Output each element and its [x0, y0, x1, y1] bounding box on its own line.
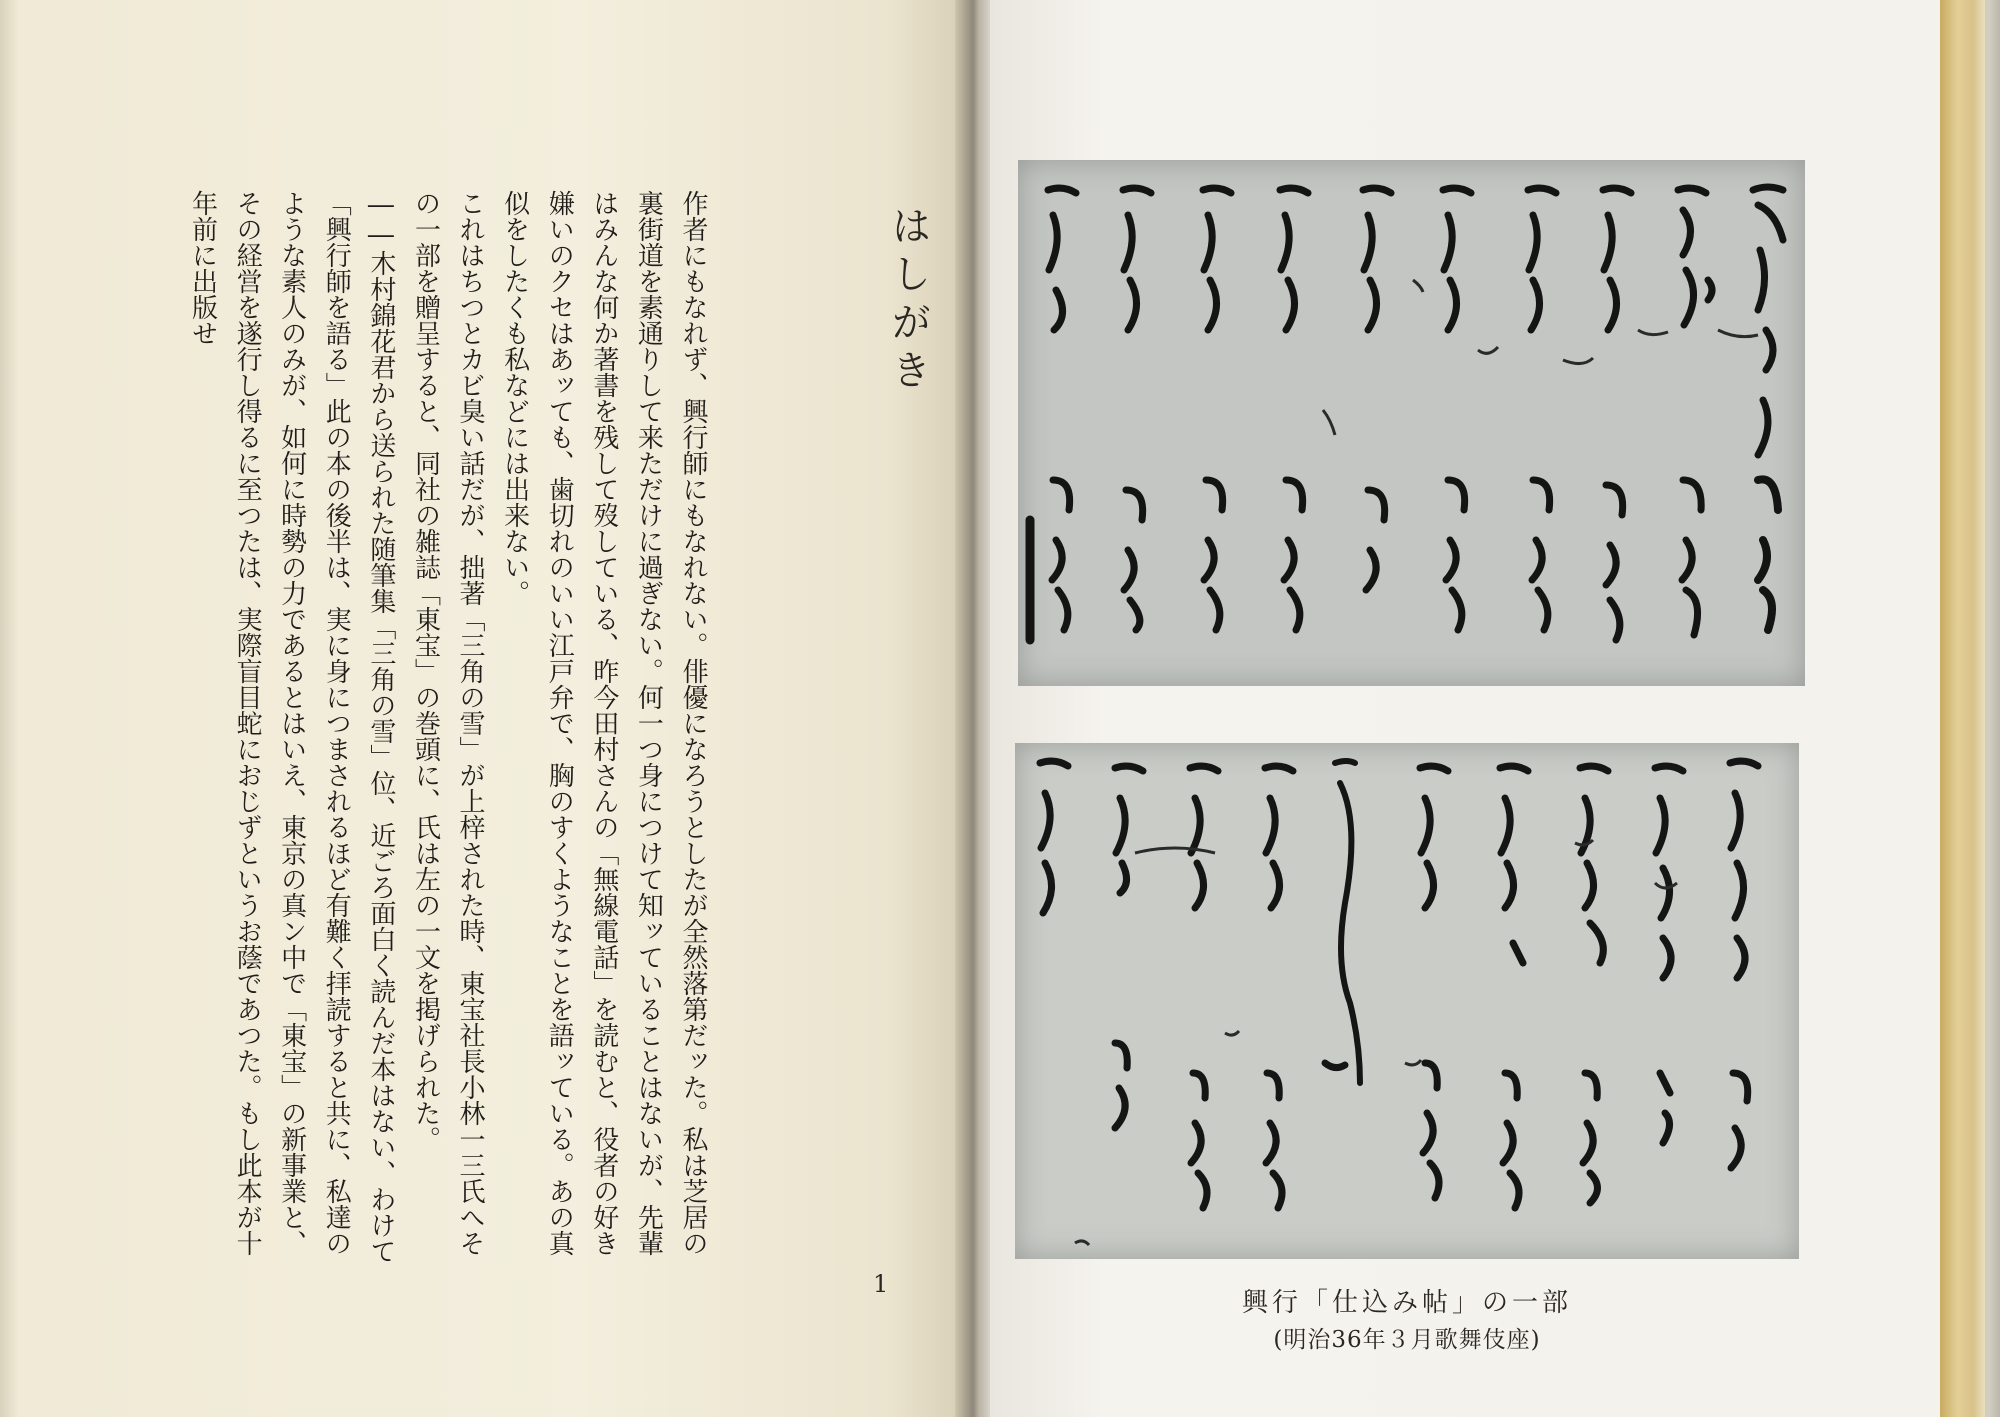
- photo-caption-date: (明治36年３月歌舞伎座): [1273, 1327, 1541, 1353]
- ledger-photo-bottom: [1015, 743, 1799, 1259]
- ledger-photo-top: [1018, 160, 1805, 686]
- page-number: 1: [873, 1270, 889, 1298]
- book-gutter: [955, 0, 995, 1417]
- page-edge-left: [0, 0, 18, 1417]
- photo-caption: 興行「仕込み帖」の一部: [1241, 1288, 1572, 1318]
- paragraph-2: これはちつとカビ臭い話だが、拙著「三角の雪」が上梓された時、東宝社長小林一三氏へその一部を贈呈すると、同社の雑誌「東宝」の巻頭に、氏は左の一文を掲げられた。: [410, 190, 486, 1256]
- handwriting-strokes-top: [1018, 160, 1805, 686]
- body-text: [187, 190, 715, 1270]
- left-page: [0, 0, 965, 1417]
- paragraph-1: 作者にもなれず、興行師にもなれない。俳優になろうとしたが全然落第だッた。私は芝居の裏街道を素通りして来ただけに過ぎない。何一つ身につけて知ッていることはないが、先輩はみんな何か著書を残して歿している、昨今田村さんの「無線電話」を読むと、役者の好き嫌いのクセはあッても、歯切れのいい江戸弁で、胸のすくようなことを語ッている。あの真似をしたくも私などには出来ない。: [499, 190, 708, 1256]
- handwriting-strokes-bottom: [1015, 743, 1799, 1259]
- paragraph-3: ――木村錦花君から送られた随筆集「三角の雪」位、近ごろ面白く読んだ本はない、わけて「興行師を語る」此の本の後半は、実に身につまされるほど有難く拝読すると共に、私達のような素人のみが、如何に時勢の力であるとはいえ、東京の真ン中で「東宝」の新事業と、その経営を遂行し得るに至つたは、実際盲目蛇におじずというお蔭であつた。もし此本が十年前に出版せ: [187, 190, 396, 1264]
- cover-edge: [1985, 0, 2000, 1417]
- page-title: はしがき: [885, 205, 931, 397]
